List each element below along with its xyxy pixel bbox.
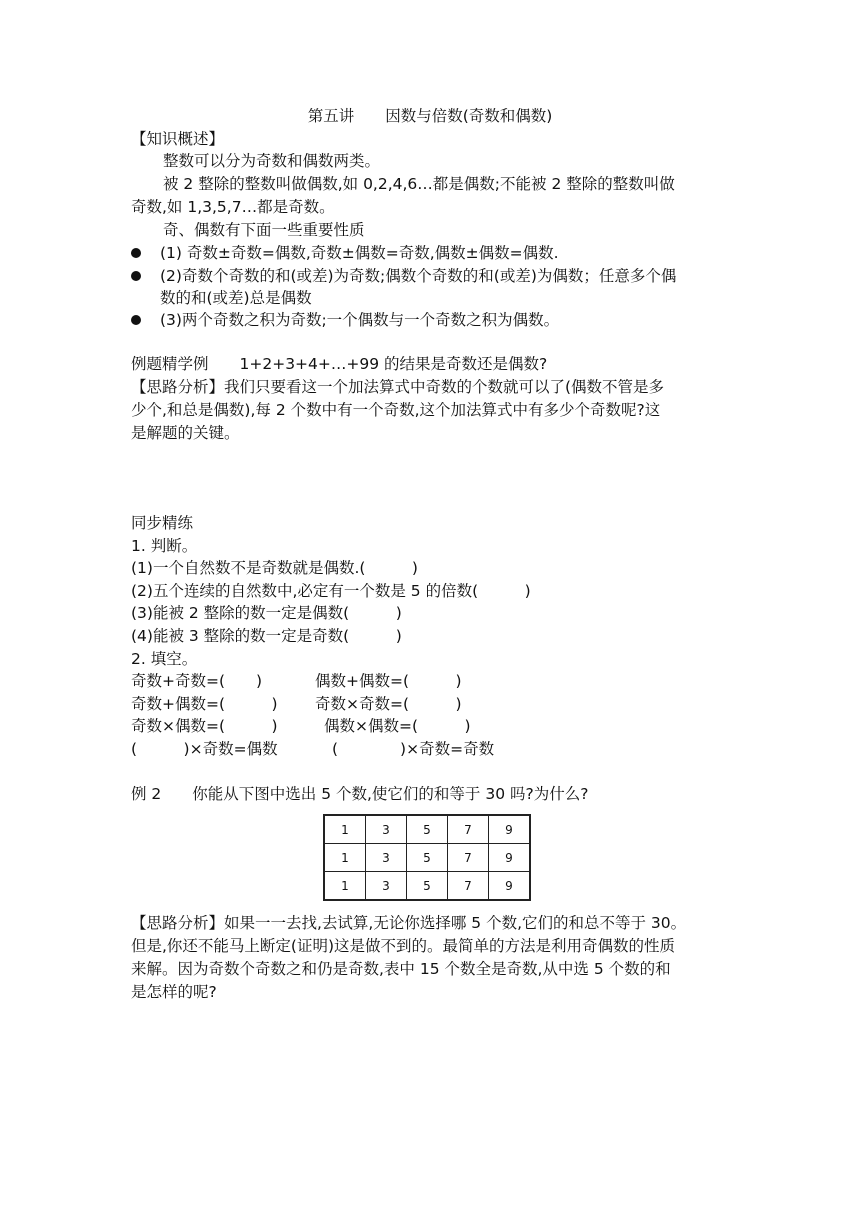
fill-item: ( )×奇数=奇数 bbox=[332, 740, 495, 758]
judge-item-1: (1)一个自然数不是奇数就是偶数.( ) bbox=[131, 559, 418, 577]
judge-item-2: (2)五个连续的自然数中,必定有一个数是 5 的倍数( ) bbox=[131, 582, 531, 600]
knowledge-paragraph-2b: 奇数,如 1,3,5,7…都是奇数。 bbox=[131, 198, 335, 216]
grid-cell: 5 bbox=[407, 872, 448, 901]
grid-cell: 5 bbox=[407, 815, 448, 844]
grid-cell: 7 bbox=[448, 872, 489, 901]
judge-item-4: (4)能被 3 整除的数一定是奇数( ) bbox=[131, 627, 402, 645]
example2-analysis-line-1: 【思路分析】如果一一去找,去试算,无论你选择哪 5 个数,它们的和总不等于 30。 bbox=[131, 914, 687, 932]
grid-cell: 9 bbox=[489, 844, 531, 872]
fill-item: 奇数×偶数=( ) bbox=[131, 717, 278, 735]
grid-cell: 1 bbox=[324, 815, 366, 844]
table-row bbox=[324, 815, 530, 844]
example1-analysis-line-3: 是解题的关键。 bbox=[131, 424, 240, 442]
knowledge-paragraph-1: 整数可以分为奇数和偶数两类。 bbox=[163, 152, 381, 170]
grid-cell: 3 bbox=[366, 844, 407, 872]
fill-item: 偶数+偶数=( ) bbox=[315, 672, 462, 690]
example2-analysis-line-3: 来解。因为奇数个奇数之和仍是奇数,表中 15 个数全是奇数,从中选 5 个数的和 bbox=[131, 960, 671, 978]
fill-item: ( )×奇数=偶数 bbox=[131, 740, 278, 758]
fill-item: 奇数+偶数=( ) bbox=[131, 695, 278, 713]
grid-cell: 9 bbox=[489, 872, 531, 901]
example2-analysis-line-4: 是怎样的呢? bbox=[131, 983, 217, 1001]
grid-cell: 3 bbox=[366, 815, 407, 844]
knowledge-heading: 【知识概述】 bbox=[131, 130, 225, 148]
example1-question: 例题精学例 1+2+3+4+…+99 的结果是奇数还是偶数? bbox=[131, 355, 548, 373]
fill-item: 奇数+奇数=( ) bbox=[131, 672, 263, 690]
bullet-dot-icon bbox=[131, 271, 141, 281]
grid-cell: 1 bbox=[324, 844, 366, 872]
bullet-dot-icon bbox=[131, 248, 141, 258]
grid-cell: 1 bbox=[324, 872, 366, 901]
practice-heading: 同步精练 bbox=[131, 514, 194, 532]
grid-cell: 9 bbox=[489, 815, 531, 844]
grid-cell: 3 bbox=[366, 872, 407, 901]
example2-analysis-line-2: 但是,你还不能马上断定(证明)这是做不到的。最简单的方法是利用奇偶数的性质 bbox=[131, 937, 676, 955]
grid-cell: 5 bbox=[407, 844, 448, 872]
example1-analysis-line-2: 少个,和总是偶数),每 2 个数中有一个奇数,这个加法算式中有多少个奇数呢?这 bbox=[131, 401, 661, 419]
practice-question-2: 2. 填空。 bbox=[131, 650, 198, 668]
fill-item: 奇数×奇数=( ) bbox=[315, 695, 462, 713]
fill-item: 偶数×偶数=( ) bbox=[324, 717, 471, 735]
grid-cell: 7 bbox=[448, 815, 489, 844]
grid-cell: 7 bbox=[448, 844, 489, 872]
knowledge-paragraph-3: 奇、偶数有下面一些重要性质 bbox=[163, 221, 365, 239]
table-row bbox=[324, 844, 530, 872]
table-row bbox=[324, 872, 530, 901]
page-title: 第五讲 因数与倍数(奇数和偶数) bbox=[307, 107, 553, 125]
example1-analysis-line-1: 【思路分析】我们只要看这一个加法算式中奇数的个数就可以了(偶数不管是多 bbox=[131, 378, 665, 396]
bullet-dot-icon bbox=[131, 315, 141, 325]
example2-question: 例 2 你能从下图中选出 5 个数,使它们的和等于 30 吗?为什么? bbox=[131, 785, 589, 803]
practice-question-1: 1. 判断。 bbox=[131, 537, 198, 555]
number-grid bbox=[323, 814, 531, 901]
knowledge-paragraph-2a: 被 2 整除的整数叫做偶数,如 0,2,4,6…都是偶数;不能被 2 整除的整数叫做 bbox=[163, 175, 675, 193]
judge-item-3: (3)能被 2 整除的数一定是偶数( ) bbox=[131, 604, 402, 622]
